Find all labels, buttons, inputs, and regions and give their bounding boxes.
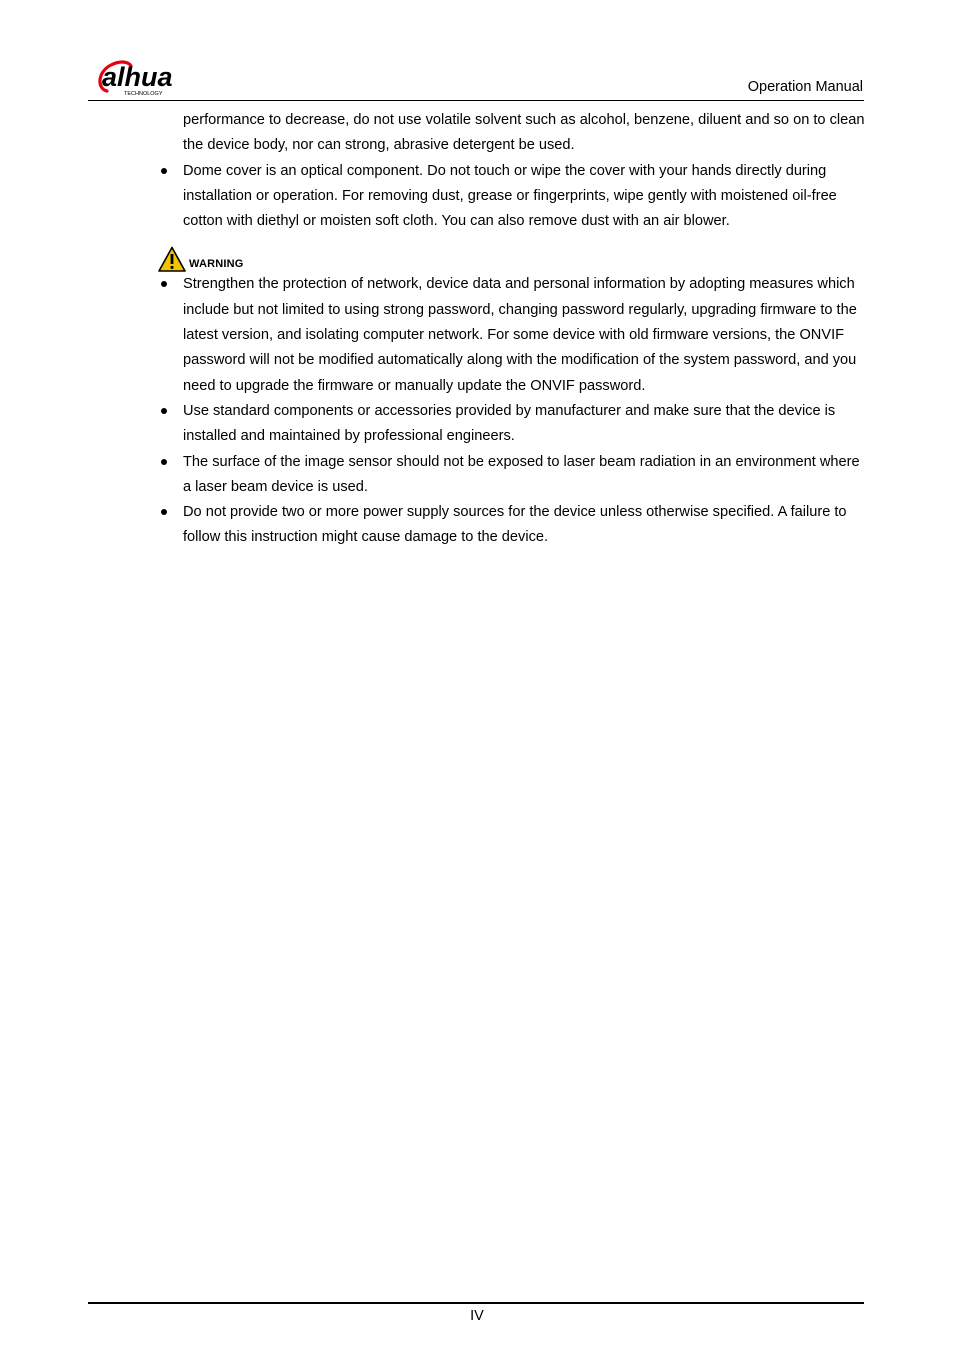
logo-subtext: TECHNOLOGY [124,91,163,97]
dahua-logo [97,58,203,98]
warning-triangle-icon [158,246,186,272]
header-title: Operation Manual [747,79,863,95]
list-item: Dome cover is an optical component. Do not touch or wipe the cover with your hands directly during installation or operation. For removing dust, grease or fingerprints, wipe gently with moistened oil-free cotton with diethyl or moisten soft cloth. You can also remove dust with an air blower. [160,159,866,235]
page-number: IV [470,1308,484,1324]
list-item: Do not provide two or more power supply sources for the device unless otherwise specified. A failure to follow this instruction might cause damage to the device. [160,500,866,551]
warning-label: WARNING [189,258,244,271]
footer-divider [88,1302,864,1304]
main-content [160,108,866,551]
care-bullet-list [160,159,866,235]
list-item: Use standard components or accessories provided by manufacturer and make sure that the device is installed and maintained by professional engineers. [160,399,866,450]
header-divider [88,100,864,101]
list-item: Strengthen the protection of network, device data and personal information by adopting measures which include but not limited to using strong password, changing password regularly, upgrading firmware to the latest version, and isolating computer network. For some device with old firmware versions, the ONVIF password will not be modified automatically along with the modification of the system password, and you need to upgrade the firmware or manually update the ONVIF password. [160,272,866,398]
logo-wordmark: alhua [102,62,173,92]
warning-bullet-list [160,272,866,550]
warning-heading [158,242,866,272]
continuation-paragraph: performance to decrease, do not use volatile solvent such as alcohol, benzene, diluent and so on to clean the device body, nor can strong, abrasive detergent be used. [183,112,865,154]
dahua-logo-graphic [97,58,203,98]
list-item: The surface of the image sensor should not be exposed to laser beam radiation in an environment where a laser beam device is used. [160,450,866,501]
